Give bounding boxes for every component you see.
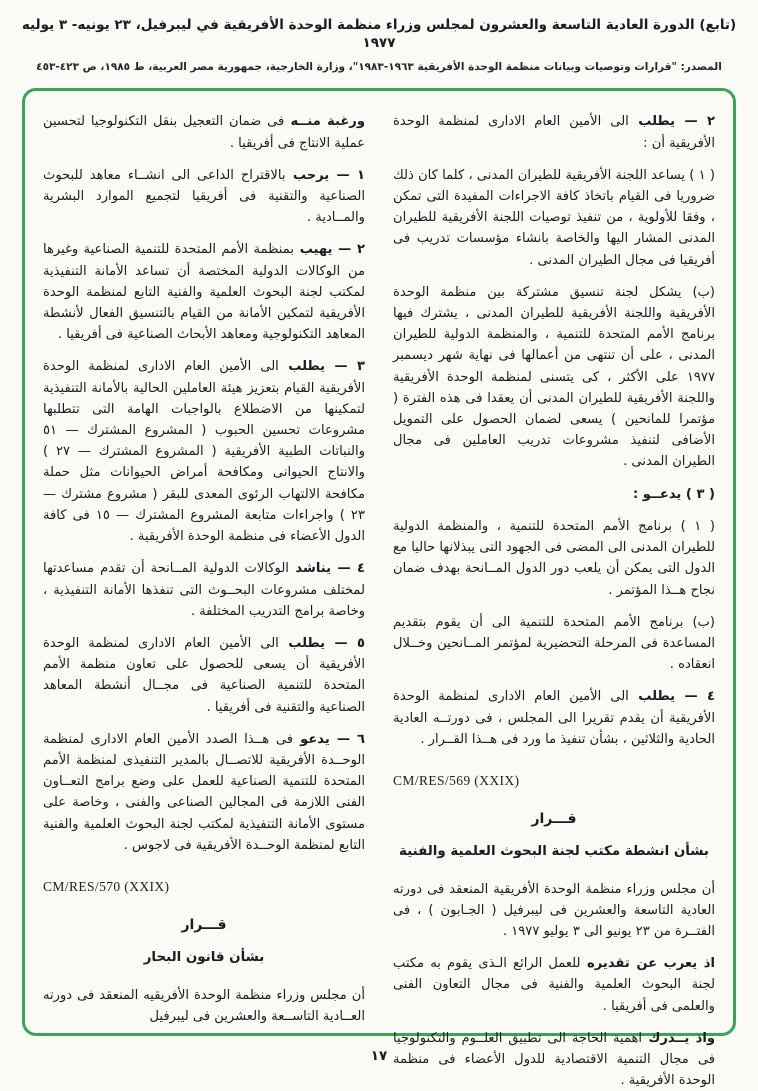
lead-emphasis: اذ يعرب عن تقديره [580, 956, 715, 972]
paragraph: ( ١ ) يساعد اللجنة الأفريقية للطيران المدنى ، كلما كان ذلك ضروريا فى القيام باتخاذ كافة الاجراءات المفيدة التى تمكن ، وفقا للأولوية ، من تنفيذ توصيات اللجنة الأفريقية للطيران المدنى المشار اليها والخاصة بانشاء مؤسسات تدريب فى أفريقيا فى مجال الطيران المدنى . [393, 167, 715, 268]
paragraph: ٦ — يدعو فى هــذا الصدد الأمين العام الادارى لمنظمة الوحــدة الأفريقية للاتصــال بالمدير التنفيذى لمنظمة الأمم المتحدة للتنمية الصناعية للعمل على وضع برامج التعــاون الفنى اللازمة فى المجالين الصناعى والفنى ، وخاصة على مستوى الأمانة التنفيذية لمكتب لجنة البحوث العلمية والفنية التابع لمنظمة الوحــدة الأفريقية فى لاجوس . [43, 731, 366, 853]
paragraph: ٢ — يطلب الى الأمين العام الادارى لمنظمة الوحدة الأفريقية أن : [393, 114, 715, 151]
lead-emphasis: ٢ — يهيب [293, 242, 365, 258]
lead-emphasis: ( ٣ ) يدعــو : [632, 486, 715, 502]
paragraph [393, 484, 715, 505]
paragraph: ورغبة منــه فى ضمان التعجيل بنقل التكنولوجيا لتحسين عملية الانتاج فى أفريقيا . [43, 114, 365, 151]
header-source: المصدر: "قرارات وتوصيات وبيانات منظمة الوحدة الأفريقية ١٩٦٣-١٩٨٣"، وزارة الخارجية، جمهورية مصر العربية، ط ١٩٨٥، ص ٤٢٣-٤٥٣ [36, 61, 722, 74]
paragraph: ٤ — يناشد الوكالات الدولية المــانحة أن تقدم مساعدتها لمختلف مشروعات البحــوث التى تنفذها الأمانة التنفيذية ، وخاصة برامج التدريب المختلفة . [43, 561, 365, 619]
resolution-subject: بشأن انشطة مكتب لجنة البحوث العلمية والفنية [399, 844, 709, 860]
column-left [43, 111, 365, 1025]
resolution-title: قـــرار [181, 916, 227, 933]
lead-emphasis: واذ يــدرك [642, 1030, 715, 1046]
paragraph: اذ يعرب عن تقديره للعمل الرائع الـذى يقوم به مكتب لجنة البحوث العلمية والفنية فى مجال التعاون الفنى والعلمى فى أفريقيا . [393, 956, 715, 1014]
lead-emphasis: ورغبة منــه [284, 114, 365, 130]
paragraph: ٢ — يهيب بمنظمة الأمم المتحدة للتنمية الصناعية وغيرها من الوكالات الدولية المختصة أن تساعد الأمانة التنفيذية لمكتب لجنة البحوث العلمية والفنية التابع لمنظمة الوحدة الأفريقية لتمكين الأمانة من القيام بالتنسيق الفعال لأنشطة المعاهد التكنولوجية ومعاهد الأبحاث الصناعية فى أفريقيا . [43, 242, 365, 343]
lead-emphasis: ١ — يرحب [285, 167, 365, 183]
page-number: ١٧ [370, 1048, 388, 1065]
lead-emphasis: ٥ — يطلب [278, 635, 365, 651]
paragraph: (ب) يشكل لجنة تنسيق مشتركة بين منظمة الوحدة الأفريقية واللجنة الأفريقية للطيران المدنى ، يشترك فيها برنامج الأمم المتحدة للتنمية ، والمنظمة الدولية للطيران المدنى ، على أن تنتهى من أعمالها فى نهاية شهر ديسمبر ١٩٧٧ على الأكثر ، كى يتسنى لمنظمة الوحدة الأفريقية واللجنة الأفريقية للطيران المدنى أن يعقدا فى هذه الفترة ( مؤتمرا للمانحين ) يسعى لضمان الحصول على التمويل الأضافى لتنفيذ مشروعات تدريب العاملين فى مجال الطيران المدنى . [393, 284, 715, 470]
paragraph: ٥ — يطلب الى الأمين العام الادارى لمنظمة الوحدة الأفريقية أن يسعى للحصول على تعاون منظمة الأمم المتحدة للتنمية الصناعية فى مجــال أنشطة المعاهد الصناعية والتقنية فى أفريقيا . [43, 635, 365, 715]
column-right [393, 111, 715, 1089]
lead-emphasis: ٤ — يناشد [288, 561, 365, 577]
paragraph: واذ يــدرك اهمية الحاجة الى تطبيق العلــوم والتكنولوجيا فى مجال التنمية الاقتصادية للدول الأعضاء فى منظمة الوحدة الأفريقية . [393, 1030, 715, 1089]
paragraph: ( ١ ) برنامج الأمم المتحدة للتنمية ، والمنظمة الدولية للطيران المدنى الى المضى فى الجهود التى يبذلانها حاليا مع الدول التى يمكن أن يلعب دور الدول المــانحة بهدف ضمان نجاح هــذا المؤتمر . [393, 518, 715, 598]
lead-emphasis: ٦ — يدعو [293, 731, 366, 747]
resolution-code: CM/RES/570 (XXIX) [43, 878, 170, 894]
lead-emphasis: ٤ — يطلب [628, 689, 715, 705]
paragraph: ٤ — يطلب الى الأمين العام الادارى لمنظمة الوحدة الأفريقية أن يقدم تقريرا الى المجلس ، فى دورتــه العادية الحادية والثلاثين ، بشأن تنفيذ ما ورد فى هــذا القــرار . [393, 689, 715, 747]
paragraph: (ب) برنامج الأمم المتحدة للتنمية الى أن يقوم بتقديم المساعدة فى المرحلة التحضيرية لمؤتمر المــانحين وخــلال انعقاده . [393, 614, 715, 673]
paragraph: ٣ — يطلب الى الأمين العام الادارى لمنظمة الوحدة الأفريقية القيام بتعزيز هيئة العاملين الحالية بالأمانة التنفيذية لتمكينها من الاضطلاع بالواجبات الهامة التى تتطلبها مشروعات تحسين الحبوب ( المشروع المشترك — ٥١ والنباتات الطبية الأفريقية ( المشروع المشترك — ٢٧ ) والانتاج الحيوانى ومكافحة أمراض الحيوانات مثل حملة مكافحة الالتهاب الرئوى المعدى للبقر ( مشروع مشترك — ٢٣ ) واجراءات متابعة المشروع المشترك — ١٥ فى كافة الدول الأعضاء فى منظمة الوحدة الأفريقية . [43, 359, 365, 545]
paragraph: أن مجلس وزراء منظمة الوحدة الأفريقيه المنعقد فى دورته العــادية التاســعة والعشرين فى ليبرفيل [43, 987, 365, 1024]
page-header [0, 0, 758, 73]
header-title: (تابع) الدورة العادية التاسعة والعشرون لمجلس وزراء منظمة الوحدة الأفريقية في ليبرفيل، ٢٣ يونيه- ٣ يوليه ١٩٧٧ [21, 17, 737, 52]
resolution-subject: بشأن قانون البحار [143, 950, 265, 966]
paragraph: ١ — يرحب بالاقتراح الداعى الى انشــاء معاهد للبحوث الصناعية والتقنية فى أفريقيا لتجميع الموارد البشرية والمــادية . [43, 167, 365, 226]
resolution-code: CM/RES/569 (XXIX) [393, 772, 520, 788]
paragraph: أن مجلس وزراء منظمة الوحدة الأفريقية المنعقد فى دورته العادية التاسعة والعشرين فى ليبرفيل ( الجـابون ) ، فى الفتــرة من ٢٣ يونيو الى ٣ يوليو ١٩٧٧ . [393, 881, 715, 939]
lead-emphasis: ٢ — يطلب [628, 114, 715, 130]
resolution-title: قـــرار [531, 810, 577, 827]
lead-emphasis: ٣ — يطلب [278, 359, 365, 375]
